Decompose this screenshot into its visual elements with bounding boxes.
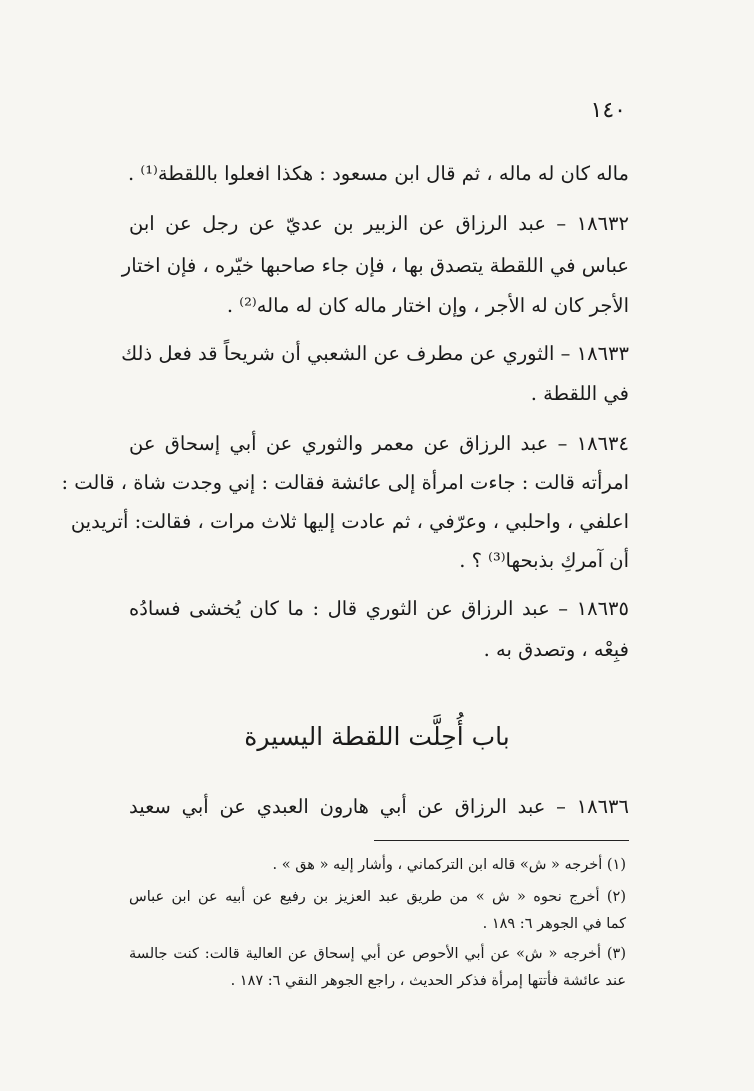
body-line: ١٨٦٣٣ – الثوري عن مطرف عن الشعبي أن شريحاً قد فعل ذلك [121,342,629,365]
footnote-line: (٢) أخرج نحوه « ش » من طريق عبد العزيز بن رفيع عن أبيه عن ابن عباس [129,889,626,905]
body-line: امرأته قالت : جاءت امرأة إلى عائشة فقالت : إني وجدت شاة ، قالت : [61,471,629,494]
body-line: أن آمركِ بذبحها⁽³⁾ ؟ . [459,549,629,572]
body-line: ١٨٦٣٦ – عبد الرزاق عن أبي هارون العبدي عن أبي سعيد [129,795,629,818]
body-line: ١٨٦٣٢ – عبد الرزاق عن الزبير بن عديّ عن رجل عن ابن [129,212,629,235]
footnote-line: كما في الجوهر ٦: ١٨٩ . [482,916,626,932]
body-line: الأجر كان له الأجر ، وإن اختار ماله كان له ماله⁽²⁾ . [226,294,629,317]
footnote-line: عند عائشة فأتتها إمرأة فذكر الحديث ، راجع الجوهر النقي ٦: ١٨٧ . [230,973,626,989]
body-line: اعلفي ، واحلبي ، وعرّفي ، ثم عادت إليها ثلاث مرات ، فقالت: أتريدين [70,510,629,533]
body-line: ١٨٦٣٤ – عبد الرزاق عن معمر والثوري عن أبي إسحاق عن [129,432,629,455]
body-line: فبِعْه ، وتصدق به . [483,638,629,661]
body-line: ماله كان له ماله ، ثم قال ابن مسعود : هكذا افعلوا باللقطة⁽¹⁾ . [128,162,629,185]
body-line: ١٨٦٣٥ – عبد الرزاق عن الثوري قال : ما كان يُخشى فسادُه [129,597,629,620]
body-line: في اللقطة . [530,382,629,405]
footnote-divider [374,840,629,841]
page-number: ١٤٠ [590,98,626,123]
footnote-line: (٣) أخرجه « ش» عن أبي الأحوص عن أبي إسحاق عن العالية قالت: كنت جالسة [129,946,626,962]
body-line: عباس في اللقطة يتصدق بها ، فإن جاء صاحبها خيّره ، فإن اختار [121,254,629,277]
chapter-title: باب أُحِلَّت اللقطة اليسيرة [244,722,510,751]
footnote-line: (١) أخرجه « ش» قاله ابن التركماني ، وأشار إليه « هق » . [272,857,626,873]
